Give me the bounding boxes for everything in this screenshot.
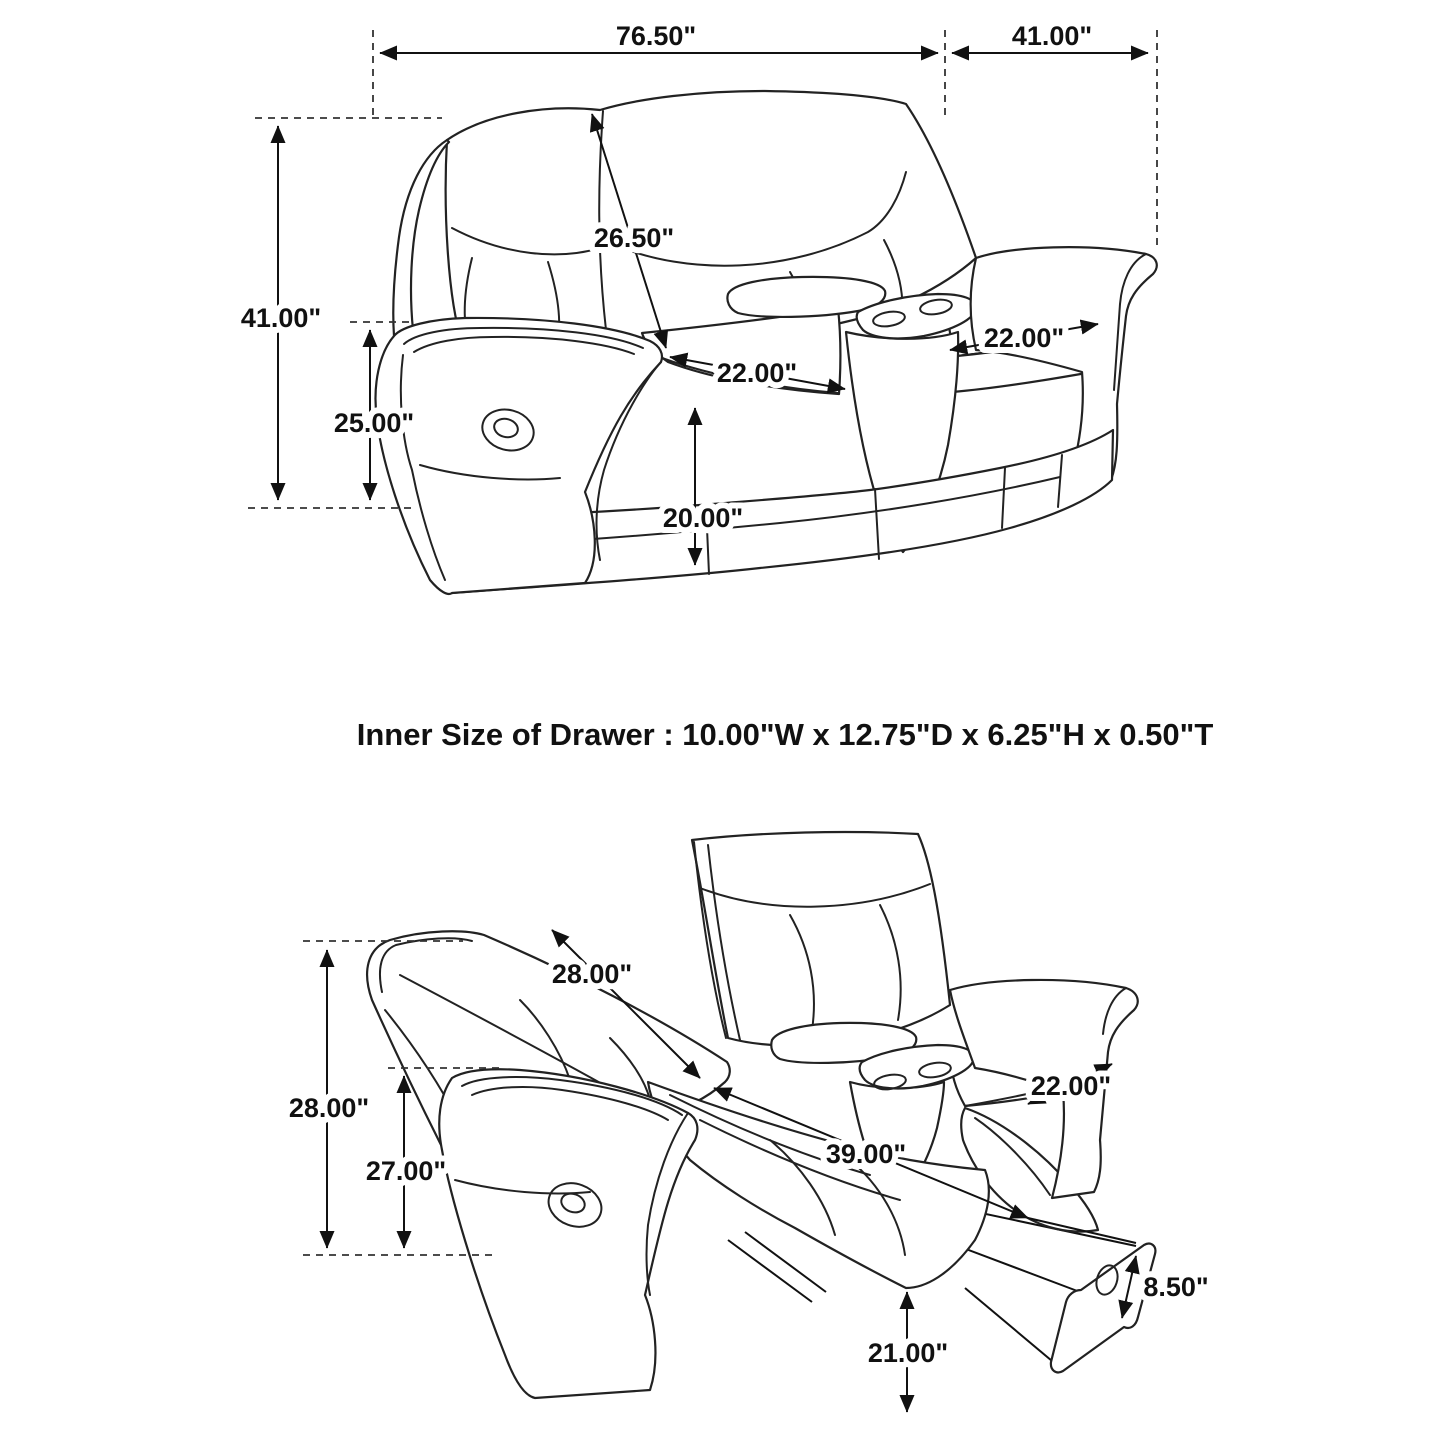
dim-label-footrest-panel-height: 8.50"	[1143, 1272, 1209, 1302]
dim-label-overall-depth: 41.00"	[1011, 21, 1093, 51]
drawer-size-note: Inner Size of Drawer : 10.00"W x 12.75"D x 6.25"H x 0.50"T	[356, 717, 1214, 752]
dim-label-seat-height: 20.00"	[662, 503, 744, 533]
dim-label-arm-height: 25.00"	[333, 408, 415, 438]
dim-label-footrest-height: 21.00"	[867, 1338, 949, 1368]
dim-label-overall-height: 41.00"	[240, 303, 322, 333]
dim-label-back-length: 28.00"	[551, 959, 633, 989]
dim-label-reclined-seat-width: 22.00"	[1030, 1071, 1112, 1101]
dim-label-reclined-arm-height: 27.00"	[365, 1156, 447, 1186]
dim-label-back-height: 26.50"	[593, 223, 675, 253]
dim-label-reclined-height: 28.00"	[288, 1093, 370, 1123]
dim-overall-depth	[952, 21, 1157, 250]
figure-reclined-loveseat	[289, 832, 1209, 1412]
dim-footrest-height	[868, 1292, 948, 1412]
left-back-side-panel	[393, 140, 449, 336]
dim-label-right-seat-width: 22.00"	[983, 323, 1065, 353]
left-armrest	[439, 1069, 697, 1398]
dim-label-overall-width: 76.50"	[615, 21, 697, 51]
footrest-kick-panel	[1051, 1244, 1155, 1373]
glider-rail	[950, 1243, 1080, 1292]
right-backrest	[692, 832, 950, 1046]
figure-upright-loveseat	[241, 21, 1157, 594]
glider-rail	[965, 1288, 1058, 1366]
dim-label-reclined-length: 39.00"	[825, 1139, 907, 1169]
dim-label-left-seat-width: 22.00"	[716, 358, 798, 388]
